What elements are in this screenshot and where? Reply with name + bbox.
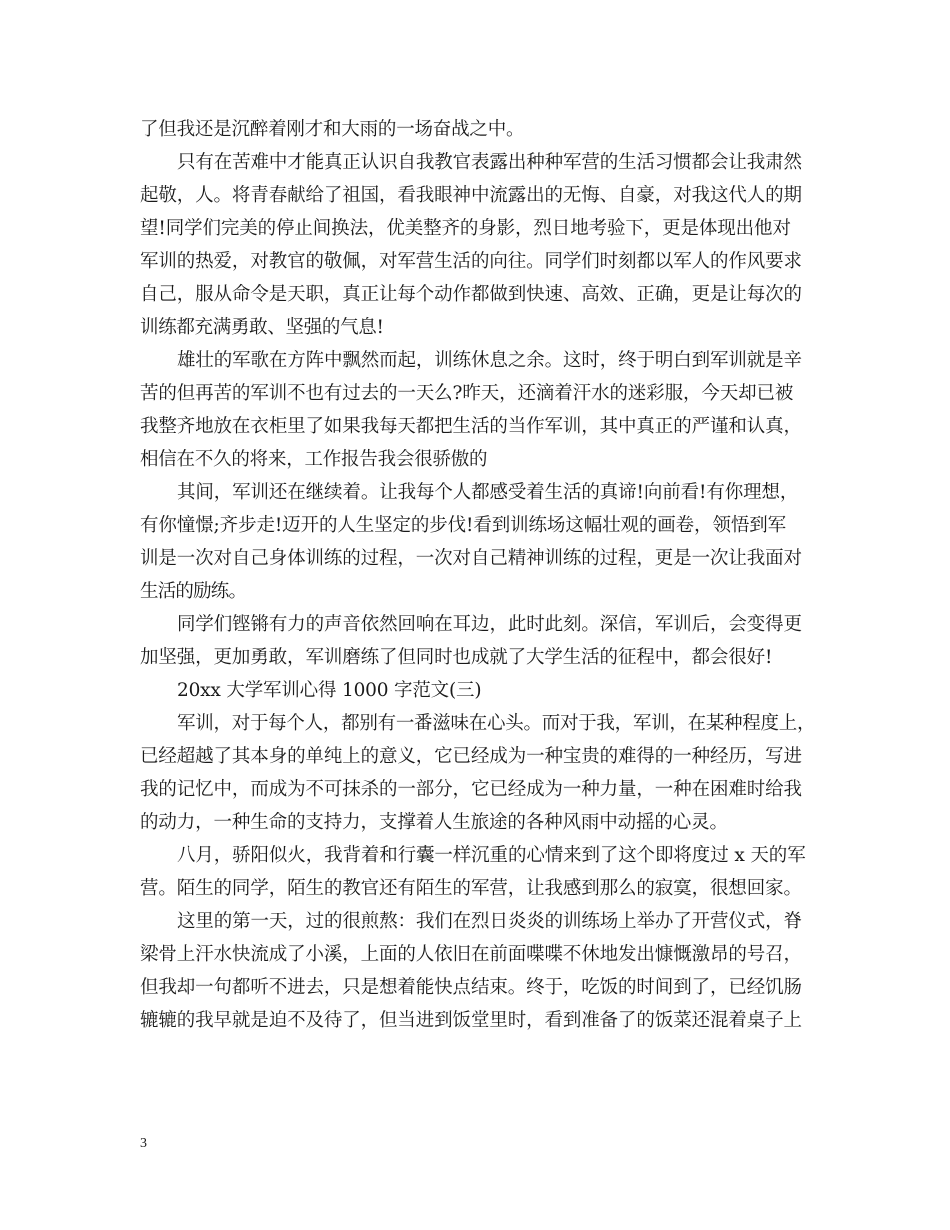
text-line: 训是一次对自己身体训练的过程，一次对自己精神训练的过程，更是一次让我面对	[140, 548, 802, 569]
text-line: 同学们铿锵有力的声音依然回响在耳边，此时此刻。深信，军训后，会变得更	[177, 614, 802, 635]
text-line: 只有在苦难中才能真正认识自我教官表露出种种军营的生活习惯都会让我肃然	[177, 152, 802, 173]
text-line: 生活的励练。	[140, 581, 247, 602]
text-line: 营。陌生的同学，陌生的教官还有陌生的军营，让我感到那么的寂寞，很想回家。	[140, 878, 802, 899]
page-number: 3	[140, 1136, 147, 1151]
text-line: 相信在不久的将来，工作报告我会很骄傲的	[140, 449, 488, 470]
text-line: 望!同学们完美的停止间换法，优美整齐的身影，烈日地考验下，更是体现出他对	[140, 218, 791, 239]
text-line: 辘辘的我早就是迫不及待了，但当进到饭堂里时，看到准备了的饭菜还混着桌子上	[140, 1010, 802, 1031]
document-body	[140, 113, 820, 1037]
text-line: 训练都充满勇敢、坚强的气息!	[140, 317, 384, 338]
text-line: 梁骨上汗水快流成了小溪，上面的人依旧在前面喋喋不休地发出慷慨激昂的号召，	[140, 944, 802, 965]
text-line: 我整齐地放在衣柜里了如果我每天都把生活的当作军训，其中真正的严谨和认真，	[140, 416, 802, 437]
text-line: 八月，骄阳似火，我背着和行囊一样沉重的心情来到了这个即将度过 x 天的军	[177, 845, 806, 866]
text-line: 军训的热爱，对教官的敬佩，对军营生活的向往。同学们时刻都以军人的作风要求	[140, 251, 802, 272]
text-line: 我的记忆中，而成为不可抹杀的一部分，它已经成为一种力量，一种在困难时给我	[140, 779, 802, 800]
text-line: 自己，服从命令是天职，真正让每个动作都做到快速、高效、正确，更是让每次的	[140, 284, 802, 305]
text-line: 这里的第一天，过的很煎熬：我们在烈日炎炎的训练场上举办了开营仪式，脊	[177, 911, 802, 932]
text-line: 加坚强，更加勇敢，军训磨练了但同时也成就了大学生活的征程中，都会很好!	[140, 647, 773, 668]
text-line: 20xx 大学军训心得 1000 字范文(三)	[177, 680, 482, 701]
text-line: 的动力，一种生命的支持力，支撑着人生旅途的各种风雨中动摇的心灵。	[140, 812, 728, 833]
text-line: 了但我还是沉醉着刚才和大雨的一场奋战之中。	[140, 119, 525, 140]
text-line: 苦的但再苦的军训不也有过去的一天么?昨天，还滴着汗水的迷彩服，今天却已被	[140, 383, 794, 404]
text-line: 有你憧憬;齐步走!迈开的人生坚定的步伐!看到训练场这幅壮观的画卷，领悟到军	[140, 515, 786, 536]
text-line: 起敬，人。将青春献给了祖国，看我眼神中流露出的无悔、自豪，对我这代人的期	[140, 185, 802, 206]
text-line: 军训，对于每个人，都别有一番滋味在心头。而对于我，军训，在某种程度上，	[177, 713, 816, 734]
text-line: 其间，军训还在继续着。让我每个人都感受着生活的真谛!向前看!有你理想，	[177, 482, 799, 503]
text-line: 雄壮的军歌在方阵中飘然而起，训练休息之余。这时，终于明白到军训就是辛	[177, 350, 802, 371]
text-line: 已经超越了其本身的单纯上的意义，它已经成为一种宝贵的难得的一种经历，写进	[140, 746, 802, 767]
text-line: 但我却一句都听不进去，只是想着能快点结束。终于，吃饭的时间到了，已经饥肠	[140, 977, 802, 998]
